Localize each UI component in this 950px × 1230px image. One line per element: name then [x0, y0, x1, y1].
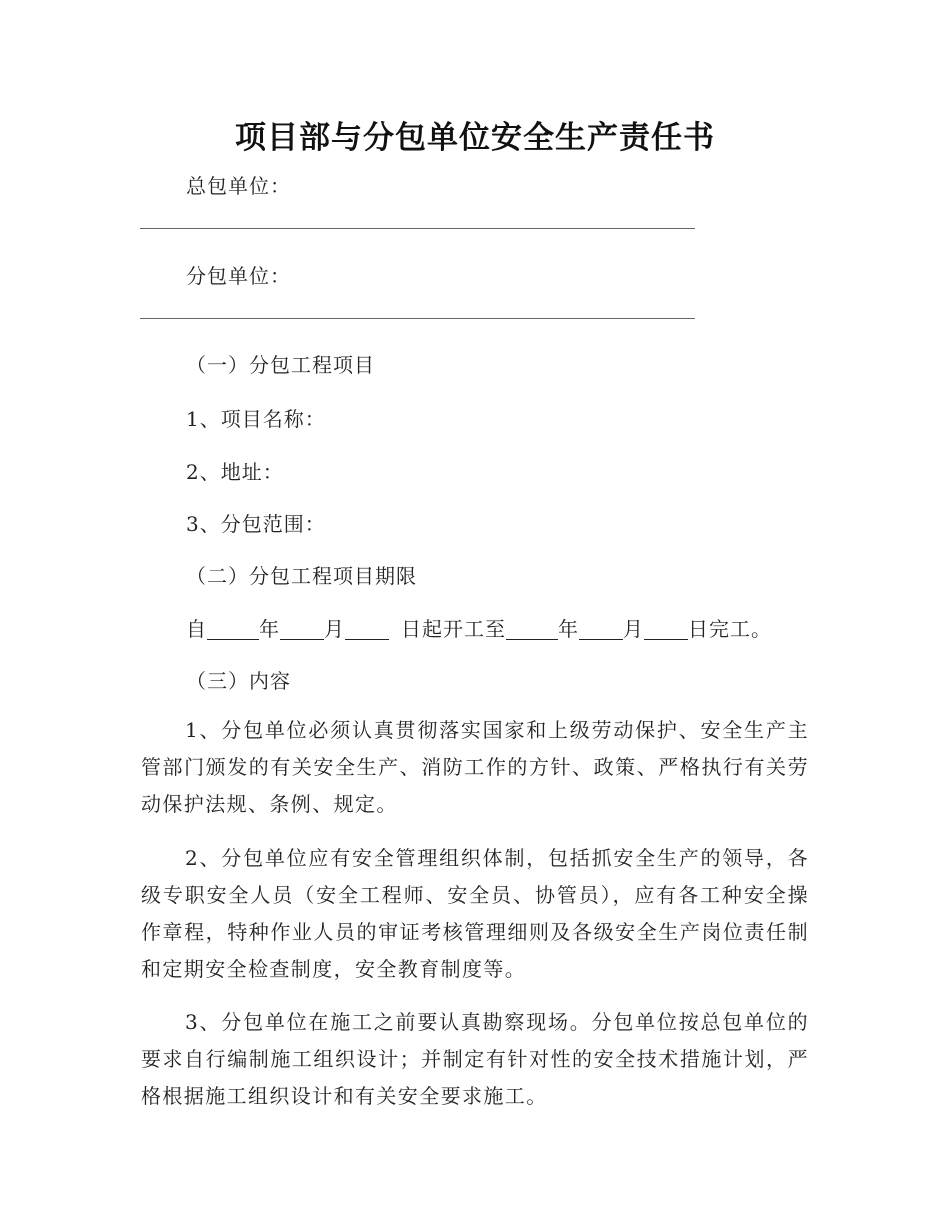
period-year1: 年: [259, 617, 280, 641]
start-month-blank: [280, 619, 324, 640]
start-day-blank: [345, 619, 389, 640]
period-from: 自: [186, 617, 207, 641]
subcontractor-fill-line: [140, 318, 695, 319]
content-paragraph-2: 2、分包单位应有安全管理组织体制，包括抓安全生产的领导，各级专职安全人员（安全工程师、安全员、协管员），应有各工种安全操作章程，特种作业人员的审证考核管理细则及各级安全生产岗位责任制和定期安全检查制度，安全教育制度等。: [141, 846, 809, 981]
start-year-blank: [207, 619, 259, 640]
document-title: 项目部与分包单位安全生产责任书: [235, 120, 715, 156]
general-contractor-fill-line: [140, 228, 695, 229]
period-month1: 月: [324, 617, 345, 641]
scope-label: 3、分包范围：: [186, 512, 326, 536]
period-month2: 月: [623, 617, 644, 641]
address-label: 2、地址：: [186, 460, 284, 484]
section1-heading: （一）分包工程项目: [186, 353, 375, 377]
end-month-blank: [579, 619, 623, 640]
content-paragraph-1: 1、分包单位必须认真贯彻落实国家和上级劳动保护、安全生产主管部门颁发的有关安全生产、消防工作的方针、政策、严格执行有关劳动保护法规、条例、规定。: [141, 718, 809, 816]
period-end-text: 日完工。: [688, 617, 772, 641]
subcontractor-label: 分包单位：: [186, 264, 291, 288]
section2-heading: （二）分包工程项目期限: [186, 564, 417, 588]
content-paragraph-3: 3、分包单位在施工之前要认真勘察现场。分包单位按总包单位的要求自行编制施工组织设计；并制定有针对性的安全技术措施计划，严格根据施工组织设计和有关安全要求施工。: [141, 1010, 809, 1108]
end-day-blank: [644, 619, 688, 640]
general-contractor-label: 总包单位：: [186, 174, 291, 198]
period-year2: 年: [558, 617, 579, 641]
period-start-text: 日起开工至: [401, 617, 506, 641]
end-year-blank: [506, 619, 558, 640]
section3-heading: （三）内容: [186, 669, 291, 693]
project-name-label: 1、项目名称：: [186, 407, 326, 431]
period-line: [186, 613, 772, 642]
